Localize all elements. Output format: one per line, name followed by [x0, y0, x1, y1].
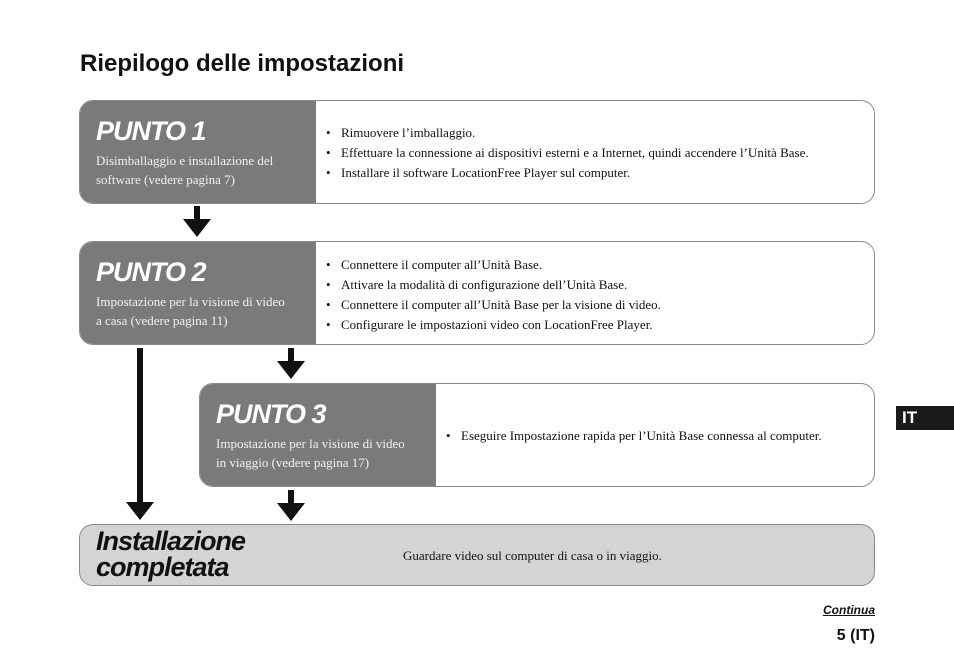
list-item: • Effettuare la connessione ai dispositivi esterni e a Internet, quindi accendere l’Unità Base.	[326, 143, 809, 163]
step-1-box	[79, 100, 875, 204]
step-1-description-line: software (vedere pagina 7)	[96, 172, 235, 187]
page-number: 5 (IT)	[836, 627, 875, 644]
step-2-description-line: Impostazione per la visione di video	[96, 294, 285, 309]
arrow-down-icon	[277, 490, 305, 522]
language-tab: IT	[896, 406, 954, 430]
arrow-down-icon	[183, 206, 211, 238]
list-item: • Installare il software LocationFree Player sul computer.	[326, 163, 809, 183]
step-1-description-line: Disimballaggio e installazione del	[96, 153, 274, 168]
step-3-box	[199, 383, 875, 487]
list-item: • Attivare la modalità di configurazione dell’Unità Base.	[326, 275, 661, 295]
step-2-box	[79, 241, 875, 345]
list-item: • Configurare le impostazioni video con LocationFree Player.	[326, 315, 661, 335]
step-2-list	[326, 255, 661, 335]
final-box	[79, 524, 875, 586]
step-1-description	[96, 151, 316, 189]
step-3-list	[446, 426, 822, 446]
list-item: • Eseguire Impostazione rapida per l’Unità Base connessa al computer.	[446, 426, 822, 446]
final-heading-line: completata	[96, 552, 229, 582]
step-2-description	[96, 292, 316, 330]
step-3-description-line: Impostazione per la visione di video	[216, 436, 405, 451]
step-2-label-panel	[80, 242, 316, 344]
step-1-list	[326, 123, 809, 183]
step-3-heading: PUNTO 3	[216, 399, 326, 429]
step-1-label-panel	[80, 101, 316, 203]
continue-link[interactable]: Continua	[823, 603, 875, 617]
final-heading-line: Installazione	[96, 526, 246, 556]
step-3-description-line: in viaggio (vedere pagina 17)	[216, 455, 370, 470]
arrow-down-long-icon	[126, 348, 154, 521]
page-title: Riepilogo delle impostazioni	[80, 50, 405, 77]
final-text: Guardare video sul computer di casa o in viaggio.	[403, 548, 662, 563]
list-item: • Rimuovere l’imballaggio.	[326, 123, 809, 143]
arrow-down-icon	[277, 348, 305, 380]
step-3-description	[216, 434, 436, 472]
list-item: • Connettere il computer all’Unità Base per la visione di video.	[326, 295, 661, 315]
step-1-heading: PUNTO 1	[96, 116, 206, 146]
step-2-heading: PUNTO 2	[96, 257, 206, 287]
step-2-description-line: a casa (vedere pagina 11)	[96, 313, 228, 328]
step-3-label-panel	[200, 384, 436, 486]
final-heading	[96, 528, 245, 580]
list-item: • Connettere il computer all’Unità Base.	[326, 255, 661, 275]
